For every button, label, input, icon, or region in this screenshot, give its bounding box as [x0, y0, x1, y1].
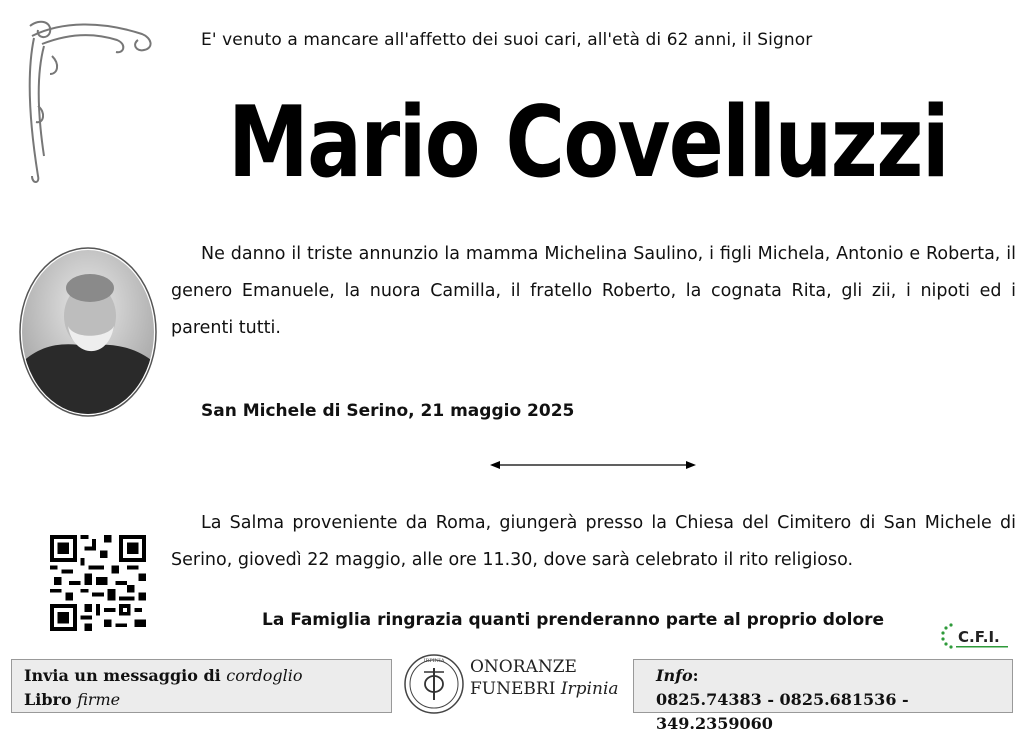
corner-ornament-icon	[22, 16, 162, 186]
portrait-image	[18, 246, 158, 418]
book-prefix: Libro	[24, 690, 78, 709]
condolence-prefix: Invia un messaggio di	[24, 666, 227, 685]
announcement-text: Ne danno il triste annunzio la mamma Michelina Saulino, i figli Michela, Antonio e Roberta, il genero Emanuele, la nuora Camilla, il fratello Roberto, la cognata Rita, gli zii, i nipoti ed i parenti tutti.	[171, 244, 1016, 338]
double-arrow-divider-icon	[488, 458, 698, 472]
cfi-logo-text: C.F.I.	[958, 628, 1000, 646]
agency-line2-a: FUNEBRI	[470, 679, 561, 699]
info-label: Info	[656, 666, 693, 685]
condolence-box[interactable]	[11, 659, 392, 713]
info-box	[633, 659, 1013, 733]
cfi-logo-icon	[940, 620, 1012, 654]
agency-seal-text: IRPINIA	[423, 658, 445, 664]
book-em: firme	[77, 690, 121, 709]
agency-line2	[470, 678, 619, 700]
agency-line1: ONORANZE	[470, 657, 577, 677]
info-colon: :	[692, 666, 699, 685]
phone-numbers[interactable]: 0825.74383 - 0825.681536 - 349.2359060	[656, 690, 909, 733]
condolence-em: cordoglio	[226, 666, 303, 685]
agency-name	[470, 656, 619, 700]
place-date: San Michele di Serino, 21 maggio 2025	[201, 401, 575, 421]
guestbook-link[interactable]	[24, 688, 379, 712]
announcement-paragraph	[171, 236, 1016, 347]
agency-line2-b: Irpinia	[560, 679, 619, 699]
funeral-text: La Salma proveniente da Roma, giungerà presso la Chiesa del Cimitero di San Michele di Serino, giovedì 22 maggio, alle ore 11.30, dove sarà celebrato il rito religioso.	[171, 513, 1016, 570]
funeral-paragraph	[171, 505, 1016, 579]
deceased-name: Mario Covelluzzi	[228, 86, 948, 200]
condolence-link[interactable]	[24, 664, 379, 688]
thanks-text: La Famiglia ringrazia quanti prenderanno parte al proprio dolore	[262, 610, 885, 630]
qr-code-icon[interactable]	[50, 535, 146, 631]
intro-text: E' venuto a mancare all'affetto dei suoi cari, all'età di 62 anni, il Signor	[201, 30, 813, 50]
